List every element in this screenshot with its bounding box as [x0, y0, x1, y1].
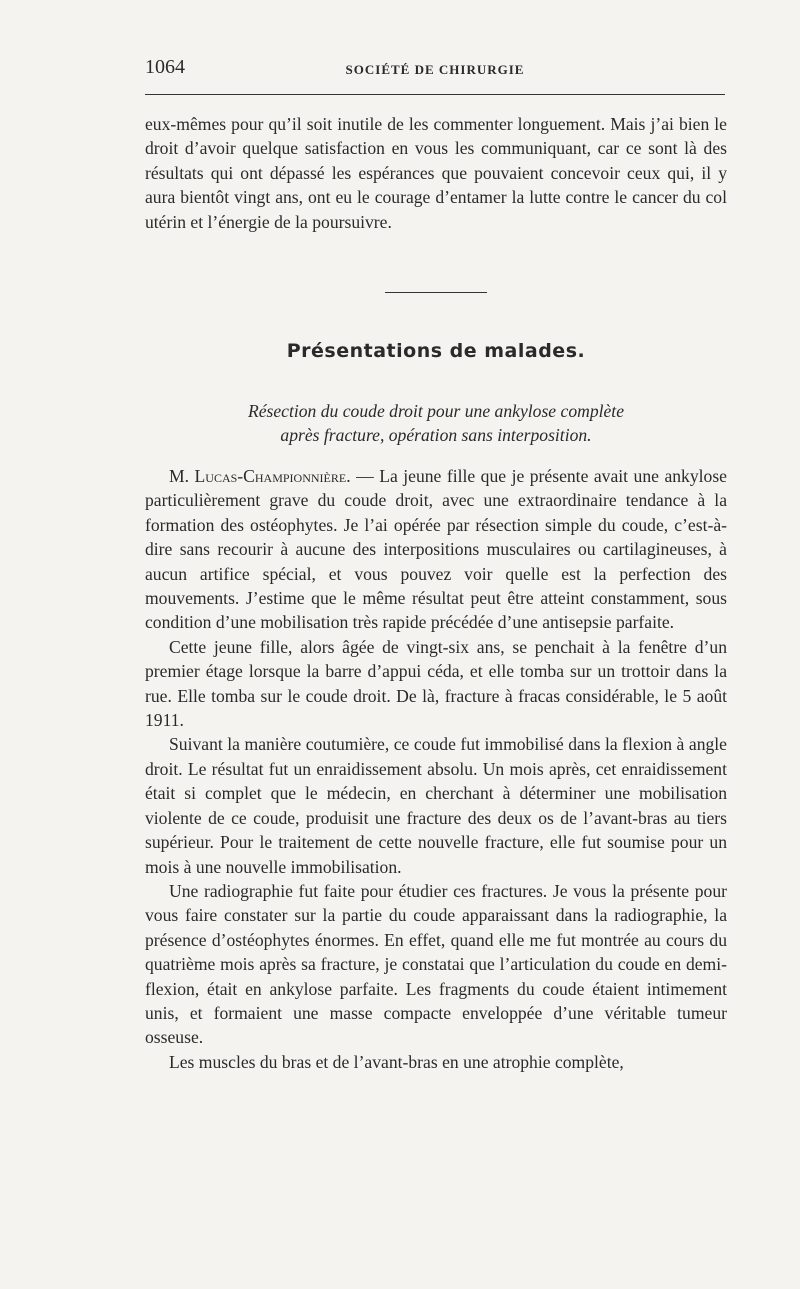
section-subtitle — [145, 399, 727, 447]
section-title: Présentations de malades. — [286, 340, 586, 362]
intro-paragraph: eux-mêmes pour qu’il soit inutile de les commenter longuement. Mais j’ai bien le droit d’avoir quelque satisfaction en vous les communiquant, car ce sont là des résultats qui ont dépassé les espérances que pouvaient concevoir ceux qui, il y aura bientôt vingt ans, ont eu le courage d’entamer la lutte contre le cancer du col utérin et l’énergie de la poursuivre. — [145, 114, 727, 232]
paragraph-3: Suivant la manière coutumière, ce coude fut immobilisé dans la flexion à angle droit. Le résultat fut un enraidissement absolu. Un mois après, cet enraidissement était si complet que le médecin, en cherchant à déterminer une mobilisation violente de ce coude, produisit une fracture des deux os de l’avant-bras au tiers supérieur. Pour le traitement de cette nouvelle fracture, elle fut soumise pour un mois à une nouvelle immobilisation. — [145, 734, 727, 877]
running-head: SOCIÉTÉ DE CHIRURGIE — [345, 62, 525, 77]
paragraph-4: Une radiographie fut faite pour étudier ces fractures. Je vous la présente pour vous faire constater sur la partie du coude apparaissant dans la radiographie, la présence d’ostéophytes énormes. En effet, quand elle me fut montrée au cours du quatrième mois après sa fracture, je constatai que l’articulation du coude en demi-flexion, était en ankylose parfaite. Les fragments du coude étaient intimement unis, et formaient une masse compacte enveloppée d’une véritable tumeur osseuse. — [145, 880, 727, 1048]
paragraph-5: Les muscles du bras et de l’avant-bras en une atrophie complète, — [169, 1051, 624, 1072]
header-rule — [145, 94, 725, 95]
paragraph-2: Cette jeune fille, alors âgée de vingt-six ans, se penchait à la fenêtre d’un premier étage lorsque la barre d’appui céda, et elle tomba sur un trottoir dans la rue. Elle tomba sur le coude droit. De là, fracture à fracas considérable, le 5 août 1911. — [145, 636, 727, 731]
paragraph-1-text: — La jeune fille que je présente avait une ankylose particulièrement grave du coude droit, avec une extraordinaire tendance à la formation des ostéophytes. Je l’ai opérée par résection simple du coude, c’est-à-dire sans recourir à aucune des interpositions musculaires ou cartilagineuses, à aucun artifice spécial, et vous pouvez voir quelle est la perfection des mouvements. J’estime que le même résultat peut être atteint constamment, sous condition d’une mobilisation très rapide précédée d’une antisepsie parfaite. — [145, 466, 727, 633]
speaker-name: M. Lucas-Championnière. — [169, 466, 351, 486]
section-divider — [385, 292, 487, 293]
page-number: 1064 — [145, 56, 185, 78]
intro-block — [145, 112, 727, 234]
page-header — [145, 52, 725, 82]
subtitle-line-2: après fracture, opération sans interposition. — [280, 425, 592, 445]
paragraph-1 — [145, 464, 727, 635]
subtitle-line-1: Résection du coude droit pour une ankylose complète — [247, 401, 625, 421]
article-body — [145, 464, 727, 1074]
